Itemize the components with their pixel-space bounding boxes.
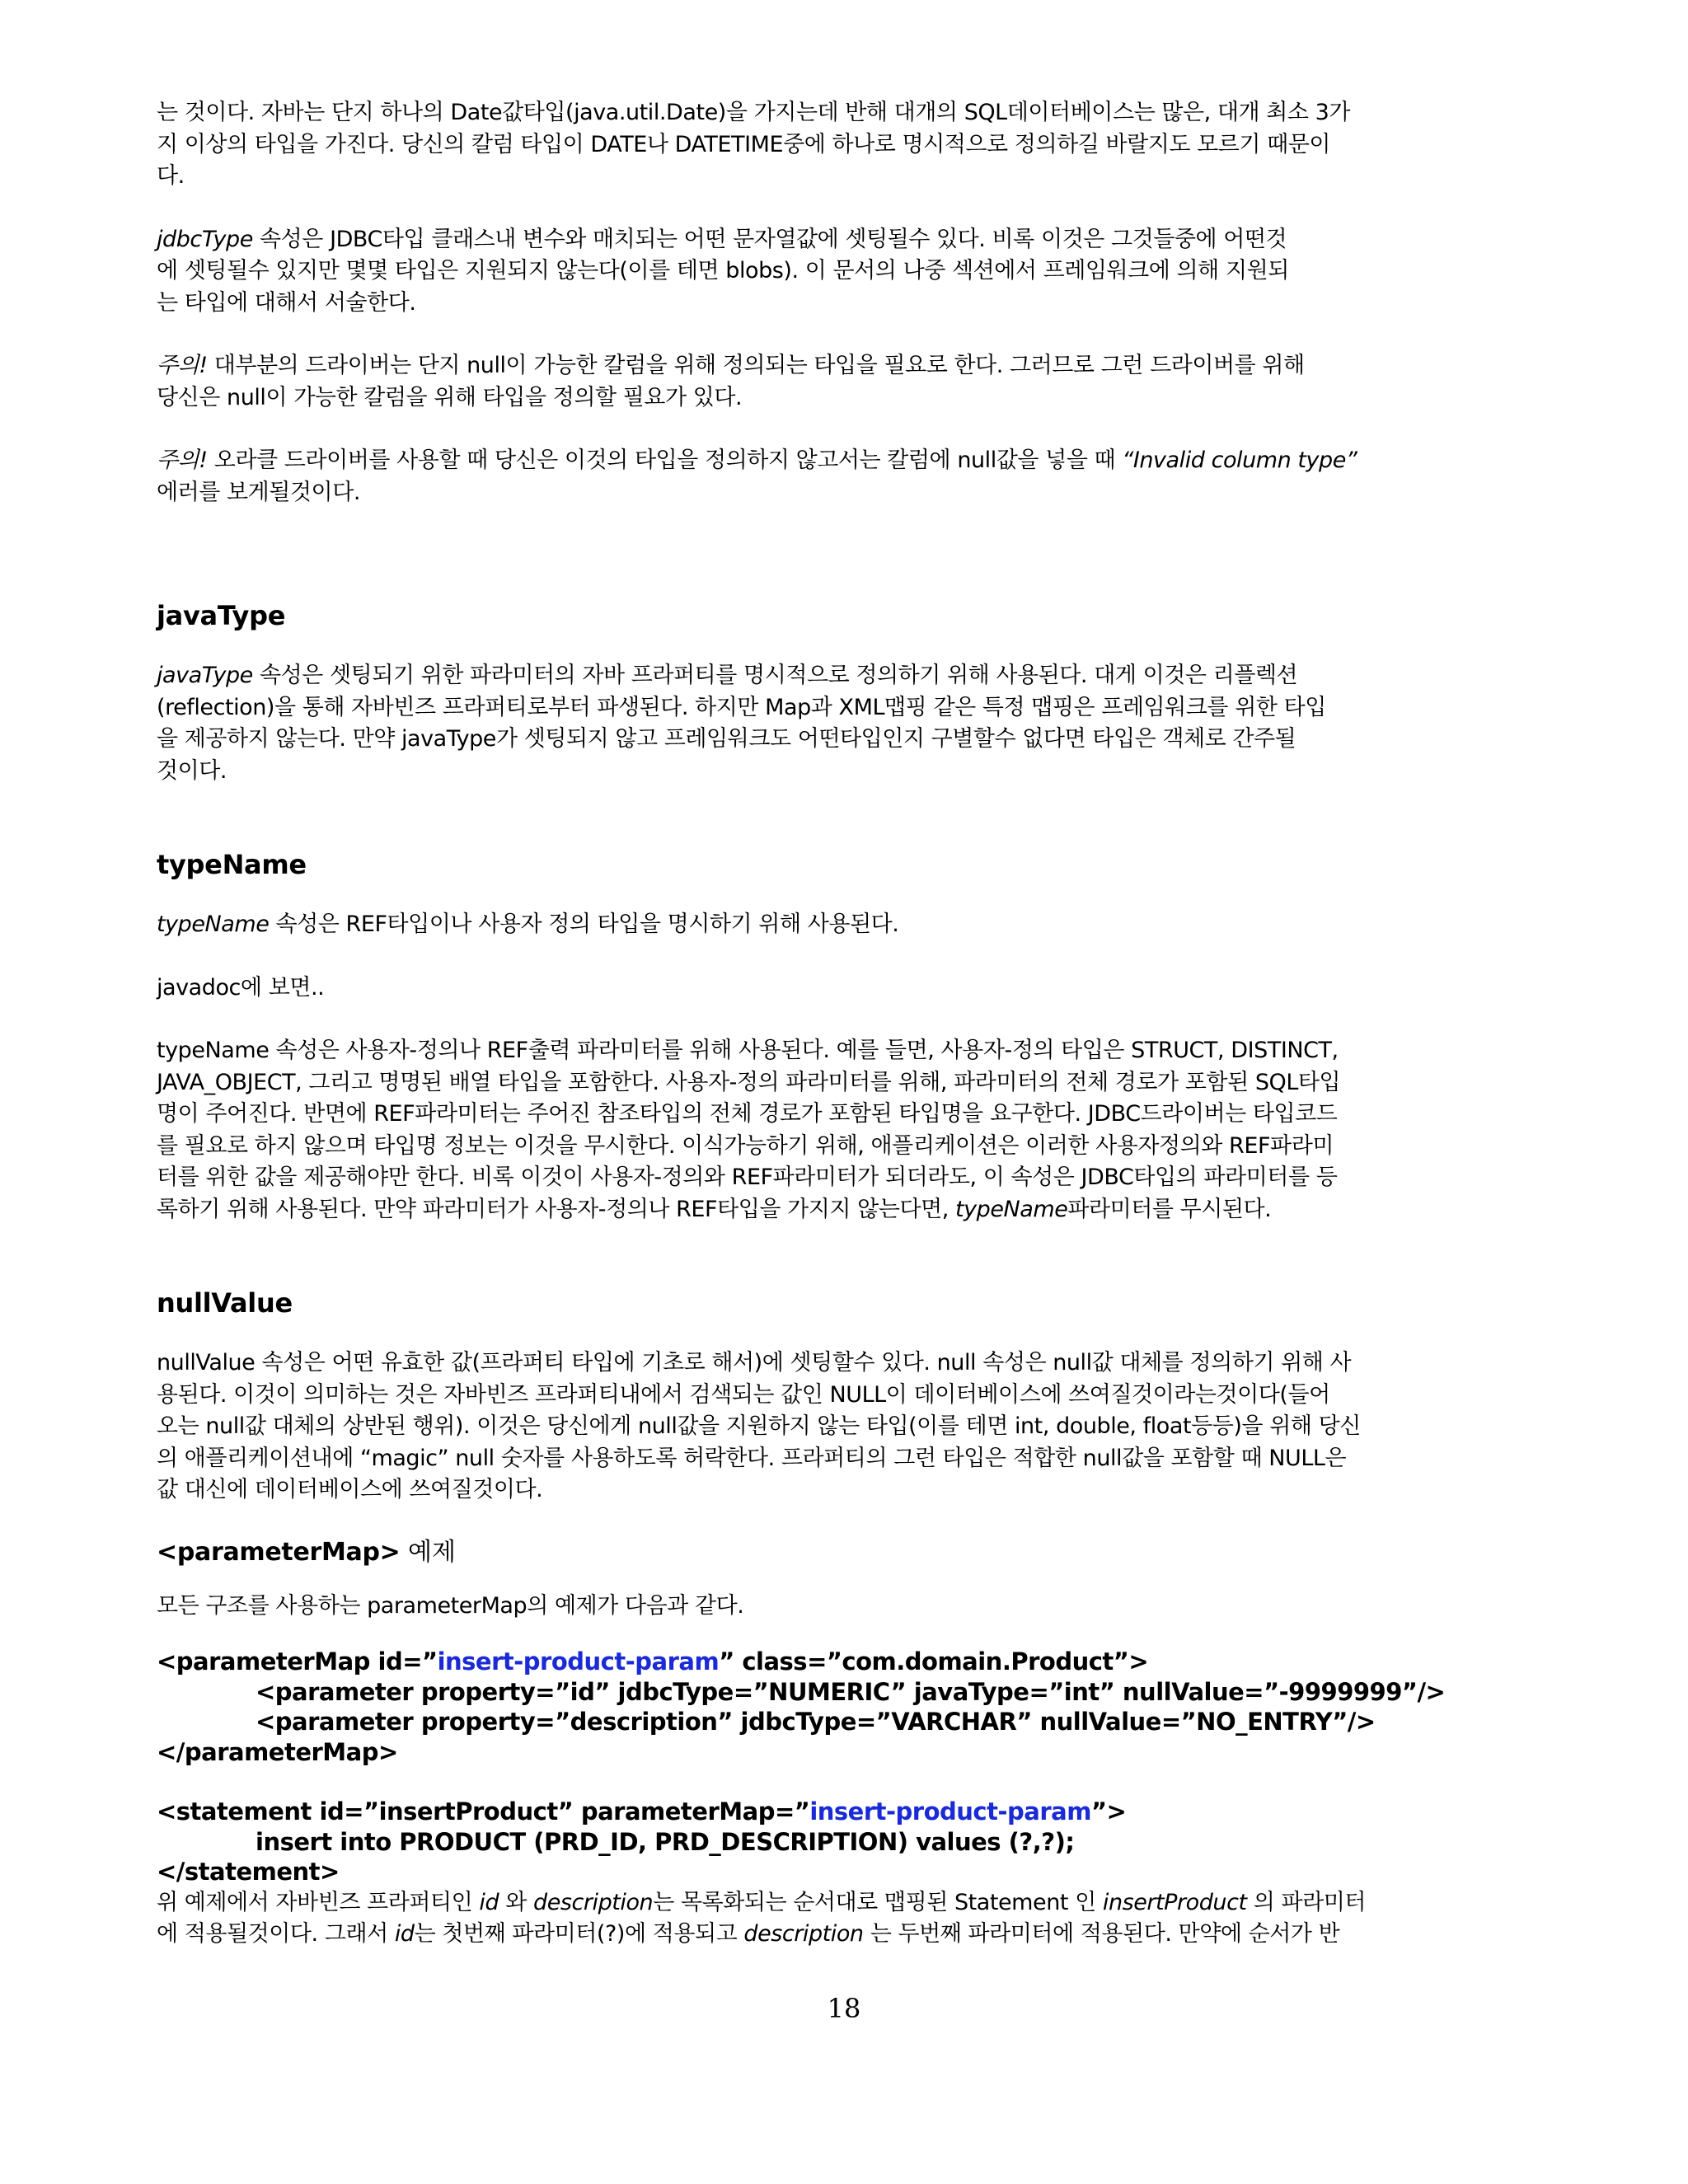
document-page (157, 97, 1550, 1951)
param-map-ref: insert-product-param (809, 1797, 1091, 1825)
typename-javadoc-paragraph: typeName 속성은 사용자-정의나 REF출력 파라미터를 위해 사용된다. 예를 들면, 사용자-정의 타입은 STRUCT, DISTINCT, JAVA_OBJECT, 그리고 명명된 배열 타입을 포함한다. 사용자-정의 파라미터를 위해, 파라미터의 전체 경로가 포함된 SQL타입 명이 주어진다. 반면에 REF파라미터는 주어진 참조타입의 전체 경로가 포함된 타입명을 요구한다. JDBC드라이버는 타입코드 를 필요로 하지 않으며 타입명 정보는 이것을 무시한다. 이식가능하기 위해, 애플리케이션은 이러한 사용자정의와 REF파라미 터를 위한 값을 제공해야만 한다. 비록 이것이 사용자-정의와 REF파라미터가 되더라도, 이 속성은 JDBC타입의 파라미터를 등 록하기 위해 사용된다. 만약 파라미터가 사용자-정의나 REF타입을 가지지 않는다면, typeName파라미터를 무시된다. (157, 1038, 1341, 1222)
code-line: <parameter property=”id” jdbcType=”NUMERIC” javaType=”int” nullValue=”-9999999”/> (256, 1677, 1446, 1706)
section-heading-nullvalue: nullValue (157, 1287, 293, 1319)
example-explanation: 위 예제에서 자바빈즈 프라퍼티인 id 와 description는 목록화되는 순서대로 맵핑된 Statement 인 insertProduct 의 파라미터 에 적용될것이다. 그래서 id는 첫번째 파라미터(?)에 적용되고 description 는 두번째 파라미터에 적용된다. 만약에 순서가 반 (157, 1889, 1367, 1947)
nullvalue-paragraph: nullValue 속성은 어떤 유효한 값(프라퍼티 타입에 기초로 해서)에 셋팅할수 있다. null 속성은 null값 대체를 정의하기 위해 사 용된다. 이것이 의미하는 것은 자바빈즈 프라퍼티내에서 검색되는 값인 NULL이 데이터베이스에 쓰여질것이라는것이다(들어 오는 null값 대체의 상반된 행위). 이것은 당신에게 null값을 지원하지 않는 타입(이를 테면 int, double, float등등)을 위해 당신 의 애플리케이션내에 “magic” null 숫자를 사용하도록 허락한다. 프라퍼티의 그런 타입은 적합한 null값을 포함할 때 NULL은 값 대신에 데이터베이스에 쓰여질것이다. (157, 1350, 1361, 1502)
example-heading: <parameterMap> 예제 (157, 1537, 456, 1567)
javadoc-note: javadoc에 보면.. (157, 974, 325, 1001)
code-line: insert into PRODUCT (PRD_ID, PRD_DESCRIPTION) values (?,?); (256, 1827, 1075, 1856)
section-heading-typename: typeName (157, 849, 307, 880)
code-line: <statement id=”insertProduct” parameterMap=”insert-product-param”> (157, 1797, 1127, 1825)
note-label: 주의! (157, 448, 208, 473)
note-label: 주의! (157, 353, 208, 378)
code-line: </statement> (157, 1858, 340, 1886)
jdbctype-paragraph: jdbcType 속성은 JDBC타입 클래스내 변수와 매치되는 어떤 문자열값에 셋팅될수 있다. 비록 이것은 그것들중에 어떤것 에 셋팅될수 있지만 몇몇 타입은 지원되지 않는다(이를 테면 blobs). 이 문서의 나중 섹션에서 프레임워크에 의해 지원되 는 타입에 대해서 서술한다. (157, 226, 1289, 316)
code-line: </parameterMap> (157, 1737, 398, 1766)
javatype-paragraph: javaType 속성은 셋팅되기 위한 파라미터의 자바 프라퍼티를 명시적으로 정의하기 위해 사용된다. 대게 이것은 리플렉션 (reflection)을 통해 자바빈즈 프라퍼티로부터 파생된다. 하지만 Map과 XML맵핑 같은 특정 맵핑은 프레임워크를 위한 타입 을 제공하지 않는다. 만약 javaType가 셋팅되지 않고 프레임워크도 어떤타입인지 구별할수 없다면 타입은 객체로 간주될 것이다. (157, 663, 1326, 784)
example-intro: 모든 구조를 사용하는 parameterMap의 예제가 다음과 같다. (157, 1592, 744, 1619)
page-number: 18 (827, 1993, 861, 2024)
note-paragraph: 주의! 대부분의 드라이버는 단지 null이 가능한 칼럼을 위해 정의되는 타입을 필요로 한다. 그러므로 그런 드라이버를 위해 당신은 null이 가능한 칼럼을 위해 타입을 정의할 필요가 있다. (157, 353, 1305, 410)
typename-paragraph: typeName 속성은 REF타입이나 사용자 정의 타입을 명시하기 위해 사용된다. (157, 912, 899, 937)
code-line: <parameter property=”description” jdbcType=”VARCHAR” nullValue=”NO_ENTRY”/> (256, 1708, 1376, 1736)
param-map-id: insert-product-param (437, 1647, 720, 1675)
code-block-statement (157, 1797, 1550, 1887)
intro-paragraph: 는 것이다. 자바는 단지 하나의 Date값타입(java.util.Date)을 가지는데 반해 대개의 SQL데이터베이스는 많은, 대개 최소 3가 지 이상의 타입을 가진다. 당신의 칼럼 타입이 DATE나 DATETIME중에 하나로 명시적으로 정의하길 바랄지도 모르기 때문이 다. (157, 100, 1351, 189)
code-block-parametermap (157, 1647, 1550, 1767)
code-line: <parameterMap id=”insert-product-param” class=”com.domain.Product”> (157, 1647, 1149, 1675)
section-heading-javatype: javaType (157, 600, 286, 631)
note-paragraph: 주의! 오라클 드라이버를 사용할 때 당신은 이것의 타입을 정의하지 않고서는 칼럼에 null값을 넣을 때 “Invalid column type” 에러를 보게될것이다. (157, 448, 1357, 505)
